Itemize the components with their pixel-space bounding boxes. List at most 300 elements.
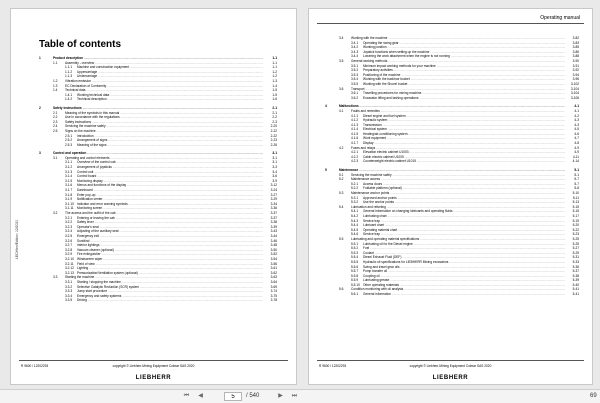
toc-entry-number: 3.1.3 [65,169,73,174]
toc-entry-title: Service trap ..... [363,219,565,224]
toc-entry-number: 4.1.1 [351,113,359,118]
toc-entry-number: 1.1.1 [65,65,73,70]
toc-entry-number: 4.1.7 [351,141,359,146]
toc-entry-page: 3-9 [272,178,277,183]
toc-entry-title: Monitoring screen ..... [77,206,263,211]
toc-entry-title: Monitoring display ..... [77,179,263,184]
toc-entry-number: 5.2.2 [351,186,359,191]
toc-entry-number: 5.5.8 [351,273,359,278]
toc-entry-page: 3-61 [270,266,277,271]
toc-entry-title: Undercarriage ..... [77,74,263,79]
toc-entry-page: 5-31 [572,255,579,260]
toc-entry-title: Service trap ..... [363,232,565,237]
toc-entry-page: 3-6 [272,174,277,179]
toc-entry-title: Lubricating oil for the Diesel engine ..... [363,242,565,247]
toc-entry-page: 4-1 [574,108,579,113]
toc-entry-title: Working with the machine ..... [351,36,565,41]
toc-entry-title: Positioning of the machine ..... [363,73,565,78]
toc-entry-page: 4-11 [572,154,579,159]
toc-entry[interactable] [39,298,277,303]
toc-entry-number: 5.4.2 [351,213,359,218]
toc-entry-number: 5.4.5 [351,227,359,232]
toc-entry-number: 2.4 [53,124,58,129]
toc-entry-number: 4.1.5 [351,131,359,136]
toc-entry-page: 4-7 [574,136,579,141]
toc-entry-page: 1-1 [272,56,277,60]
toc-entry-title: Condition monitoring with oil analysis ..... [351,287,565,292]
copyright-text: copyright © Liebherr-Mining Equipment Colmar SAS 2020 [409,364,492,368]
toc-entry-title: Approved anchor points ..... [363,196,565,201]
toc-entry-page: 5-15 [572,209,579,214]
toc-entry[interactable] [39,143,277,148]
toc-entry-page: 1-6 [272,97,277,102]
toc-entry-title: Emergency exit ..... [77,234,263,239]
toc-entry-number: 3.3.4 [65,293,73,298]
header-divider [317,23,584,24]
toc-entry-number: 3.1.10 [65,201,74,206]
toc-entry-title: Lighting ..... [77,266,263,271]
toc-entry-title: Pressurization/Ventilation system (optional) ..... [77,271,263,276]
toc-entry-number: 1.4 [53,88,58,93]
toc-entry-title: Product description ..... [53,56,263,61]
toc-entry-number: 3.5 [339,58,344,63]
toc-entry-page: 3-83 [572,40,579,45]
toc-entry-number: 3.2.10 [65,256,74,261]
toc-entry-title: Dashboard ..... [77,188,263,193]
toc-entry-title: Diesel engine and fuel system ..... [363,114,565,119]
toc-entry-title: Preparatory activities ..... [363,68,565,73]
toc-entry-number: 4.1.4 [351,127,359,132]
toc-entry-title: Lubricating and operating material specifications ..... [351,237,565,242]
toc-entry-title: The access and the outfit of the cab ..... [65,211,263,216]
toc-entry-number: 4.1.6 [351,136,359,141]
toc-entry-title: Enter pop-up ..... [77,193,263,198]
brand-logo: LIEBHERR [135,375,172,381]
toc-entry-page: 3-62 [270,270,277,275]
toc-entry-title: Faults and remedies ..... [351,109,565,114]
toc-entry-page: 1-4 [272,83,277,88]
toc-entry-title: Operator's seat ..... [77,225,263,230]
toc-entry-number: 3.3.5 [65,298,73,303]
toc-entry-title: Working position ..... [363,45,565,50]
toc-entry-number: 4.1.2 [351,118,359,123]
toc-entry-title: Lubricating grease ..... [363,278,565,283]
toc-entry-number: 5.3 [339,191,344,195]
toc-entry-page: 5-10 [572,191,579,195]
toc-entry-page: 1-1 [272,60,277,65]
toc-entry-title: Safety instructions ..... [53,106,263,111]
toc-entry-number: 5.5.9 [351,278,359,283]
toc-entry-number: 3.3.3 [65,289,73,294]
last-page-icon[interactable]: ⏭ [291,393,298,399]
toc-entry-number: 4.2.2 [351,154,359,159]
toc-entry-title: Lubricant chart ..... [363,223,565,228]
page-title: Table of contents [39,39,122,50]
toc-entry-number: 3.2.8 [65,247,73,252]
toc-entry-title: Heating/air-conditioning system ..... [363,132,565,137]
toc-entry-page: 5-1 [574,168,579,173]
toc-entry-number: 4.2.1 [351,150,359,155]
toc-entry-page: 2-1 [272,110,277,115]
toc-entry-number: 1.1 [53,60,58,65]
toc-entry-number: 3.4.1 [351,40,359,45]
toc-entry-number: 3.1.1 [65,160,73,165]
toc-entry-number: 5.5.5 [351,259,359,264]
document-code: R 9600 / 12202293 [21,364,49,368]
toc-entry-title: Use the anchor points ..... [363,200,565,205]
toc-entry-title: Other operating materials ..... [363,283,565,288]
toc-entry-title: Starting the machine ..... [65,275,263,280]
toc-entry[interactable] [39,97,277,102]
toc-entry-number: 3.1.8 [65,192,73,197]
toc-entry-title: Swing and travel gear oils ..... [363,265,565,270]
toc-entry-page: 3-50 [270,247,277,252]
toc-entry-number: 5.5.3 [351,250,359,255]
copyright-text: copyright © Liebherr-Mining Equipment Colmar SAS 2020 [112,364,195,368]
toc-entry-page: 5-29 [572,250,579,255]
toc-entry-page: 3-48 [270,243,277,248]
toc-entry-title: Pump transfer oil ..... [363,269,565,274]
toc-entry-number: 3.2.1 [65,215,73,220]
edition-note: LECH/en/Edition: 12/2020 [15,219,19,259]
toc-entry-number: 3.2.11 [65,261,74,266]
toc-entry-title: Travelling procedures for mining machine ..... [363,91,565,96]
toc-entry-number: 2.5.1 [65,133,73,138]
toc-entry-title: Maintenance anchor points ..... [351,191,565,196]
toc-entry-number: 1.2 [53,78,58,83]
next-page-icon[interactable]: ▶ [278,393,283,399]
toc-entry[interactable] [325,159,579,164]
toc-entry-title: Maintenance access ..... [351,177,565,182]
toc-entry-title: Elevation electric cabinet U1003 ..... [363,150,565,155]
toc-entry-number: 5.1 [339,172,344,177]
toc-entry-title: Fire extinguisher ..... [77,252,263,257]
toc-entry-title: Operating material chart ..... [363,228,565,233]
toc-entry-title: Work equipment ..... [363,136,565,141]
toc-entry-number: 5.2.1 [351,181,359,186]
toc-entry-title: Jump start procedure ..... [77,289,263,294]
toc-entry-title: Joystick functions when setting up the machine ..... [363,50,565,55]
toc-entry-number: 3.1.5 [65,178,73,183]
toc-entry-number: 2.3 [53,119,58,124]
toc-entry-title: EC Declaration of Conformity ..... [65,84,263,89]
page-number-input[interactable] [224,392,242,401]
document-page-left [10,8,297,385]
toc-entry-page: 5-23 [572,232,579,237]
toc-entry-title: General information ..... [363,292,565,297]
toc-entry-number: 3.1.11 [65,206,74,211]
toc-entry-title: Technical data ..... [65,88,263,93]
toc-entry-page: 3-37 [270,215,277,220]
toc-entry-title: Excavator lifting and lashing operations ..... [363,96,565,101]
toc-entry-page: 3-63 [270,275,277,280]
toc-entry-title: Access doors ..... [363,182,565,187]
toc-entry-page: 3-44 [270,233,277,238]
toc-entry-number: 5.4 [339,204,344,209]
toc-entry-page: 5-7 [574,177,579,182]
toc-entry-title: Lubrication and refueling ..... [351,205,565,210]
first-page-icon[interactable]: ⏮ [183,393,190,399]
toc-entry-title: Safety lever ..... [77,220,263,225]
toc-entry-page: 4-1 [574,104,579,109]
toc-entry-page: 4-3 [574,122,579,127]
toc-entry-title: Notification center ..... [77,197,263,202]
toc-entry-title: Working technical data ..... [77,93,263,98]
toc-entry-number: 3.2.3 [65,224,73,229]
toc-entry-title: Vacuum cleaner (optional) ..... [77,248,263,253]
toc-entry-title: Interior lightings ..... [77,243,263,248]
toc-entry-page: 5-36 [572,264,579,269]
toc-entry-number: 5.4.3 [351,218,359,223]
toc-entry-number: 3.4.4 [351,54,359,59]
toc-entry-number: 2 [39,105,41,110]
toc-entry-page: 2-23 [270,138,277,143]
toc-entry-page: 5-33 [572,259,579,264]
toc-entry-number: 1.4.1 [65,92,73,97]
toc-entry-page: 3-88 [572,54,579,59]
toc-entry-title: Machine and construction equipment ..... [77,65,263,70]
toc-entry-number: 3.5.1 [351,63,359,68]
toc-entry-title: Hydraulic system ..... [363,118,565,123]
toc-entry-number: 5.4.4 [351,223,359,228]
toc-entry-page: 3-96 [572,77,579,82]
viewer-toolbar [0,389,600,403]
toc-entry-page: 3-43 [270,229,277,234]
toc-entry-number: 5.5.2 [351,246,359,251]
toc-entry-number: 3.3 [53,275,58,280]
document-page-right [308,8,593,385]
toc-entry-page: 5-41 [572,287,579,292]
toc-entry-title: Coolant ..... [363,251,565,256]
toc-entry-title: Control unit ..... [77,170,263,175]
toc-entry-number: 3.1.7 [65,188,73,193]
toc-entry-page: 5-11 [572,195,579,200]
toc-entry-number: 5.6 [339,287,344,292]
toc-entry-page: 5-8 [574,186,579,191]
toc-entry-page: 3-69 [270,284,277,289]
toc-entry-number: 3 [39,151,41,156]
toc-entry-page: 5-27 [572,246,579,251]
previous-page-icon[interactable]: ◀ [198,393,203,399]
toc-entry-title: Malfunctions ..... [339,104,565,109]
document-code: R 9600 / 12202293 [319,364,347,368]
toc-entry-number: 3.2.9 [65,252,73,257]
toc-entry-page: 5-37 [572,269,579,274]
toc-entry-title: Lowering the work attachment when the engine is not running ..... [363,54,565,59]
toc-entry-number: 3.4.2 [351,45,359,50]
toc-entry-number: 2.5.2 [65,138,73,143]
toc-entry-page: 3-1 [272,155,277,160]
toc-entry-title: Uppercarriage ..... [77,70,263,75]
toc-entry-number: 2.5 [53,128,58,133]
toc-entry-page: 2-22 [270,128,277,133]
toc-entry-title: Control board ..... [77,174,263,179]
toc-entry-page: 3-46 [270,238,277,243]
toc-entry-page: 4-14 [572,159,579,164]
toc-entry-page: 5-20 [572,223,579,228]
toc-entry-number: 5.5.6 [351,264,359,269]
toc-entry-page: 3-94 [572,72,579,77]
toc-entry-page: 3-106 [570,95,579,100]
toc-entry-page: 1-1 [272,65,277,70]
toc-entry-title: Sunblind ..... [77,239,263,244]
toc-entry-page: 3-56 [270,261,277,266]
toc-entry-number: 3.3.2 [65,284,73,289]
toc-entry-title: Safety instructions ..... [65,120,263,125]
toc-entry-title: Windscreen wiper ..... [77,257,263,262]
toc-entry-page: 3-82 [572,36,579,40]
toc-entry-number: 5.3.2 [351,200,359,205]
toc-entry-page: 3-90 [572,58,579,63]
toc-entry-title: Working with the backhoe bucket ..... [363,77,565,82]
toc-entry-page: 3-102 [570,81,579,86]
toc-entry-page: 5-40 [572,282,579,287]
toc-entry-page: 5-39 [572,278,579,283]
toc-entry-title: Cabin electric cabinet U1005 ..... [363,155,565,160]
toc-entry-page: 3-24 [270,188,277,193]
toc-entry-number: 5.5 [339,236,344,241]
total-pages-label: / 540 [246,393,260,399]
toc-entry-number: 3.2.5 [65,233,73,238]
toc-entry-title: Selective Catalytic Reduction (SCR) system ..... [77,285,263,290]
toc-entry-page: 4-9 [574,150,579,155]
toc-entry-title: Coupling oil ..... [363,274,565,279]
toc-entry-page: 3-64 [270,279,277,284]
toc-entry-title: General working methods ..... [351,59,565,64]
toc-entry-title: Servicing the machine safely ..... [65,124,263,129]
toc-entry-page: 3-39 [270,224,277,229]
toc-entry-title: Adjusting of the auxiliary seat ..... [77,229,263,234]
toc-entry-page: 1-3 [272,78,277,83]
toc-entry-title: Signs on the machine ..... [65,129,263,134]
toc-entry-title: Arrangement of signs ..... [77,138,263,143]
toc-entry-title: Fuel ..... [363,246,565,251]
toc-entry-number: 5 [325,168,327,173]
toc-entry-number: 3.2 [53,211,58,215]
toc-entry-number: 3.2.13 [65,270,74,275]
brand-logo: LIEBHERR [432,375,469,381]
toc-entry-title: Minimum impact working methods for your machine ..... [363,64,565,69]
toc-entry[interactable] [325,292,579,297]
toc-entry-number: 3.4.3 [351,49,359,54]
toc-entry-title: Working with the Shovel bucket ..... [363,82,565,87]
toc-entry-number: 1.4.2 [65,97,73,102]
page-footer [19,360,288,372]
toc-entry-page: 4-6 [574,131,579,136]
toc-entry-page: 5-22 [572,227,579,232]
toc-entry-title: Menus and functions of the display ..... [77,183,263,188]
toc-entry-number: 2.2 [53,115,58,120]
toc-entry-number: 5.5.4 [351,255,359,260]
toc-entry-number: 3.5.5 [351,81,359,86]
toc-entry-number: 3.2.2 [65,220,73,225]
toc-entry-page: 3-1 [272,151,277,156]
toc-entry-number: 1 [39,56,41,60]
toc-entry-number: 3.2.7 [65,243,73,248]
toc-entry-page: 3-52 [270,252,277,257]
toc-entry-page: 5-25 [572,241,579,246]
toc-entry-number: 3.1.9 [65,197,73,202]
toc-entry-page: 5-17 [572,213,579,218]
toc-entry-page: 4-5 [574,127,579,132]
toc-entry-title: Arrangement of joysticks ..... [77,165,263,170]
toc-entry-page: 3-86 [572,49,579,54]
toc-entry-page: 4-8 [574,141,579,146]
toc-entry-number: 1.3 [53,83,58,88]
toc-entry-page: 1-5 [272,88,277,93]
toc-entry-page: 1-2 [272,74,277,79]
toc-entry-title: Meaning of the signs ..... [77,143,263,148]
toc-entry-page: 3-91 [572,63,579,68]
toc-entry-page: 3-85 [572,45,579,50]
toc-entry-title: Foldable platform (optional) ..... [363,186,565,191]
toc-entry-number: 3.6 [339,86,344,91]
toc-entry-number: 3.2.12 [65,266,74,271]
toc-entry-title: General information on changing lubricants and operating fluids ..... [363,209,565,214]
toc-entry-title: Servicing the machine safely ..... [351,173,565,178]
toc-entry-number: 5.4.1 [351,209,359,214]
toc-entry-page: 2-22 [270,133,277,138]
toc-entry-number: 3.5.2 [351,68,359,73]
toc-entry-title: Vibration emission ..... [65,79,263,84]
toc-entry-number: 3.1 [53,155,58,160]
toc-entry-number: 3.2.4 [65,229,73,234]
toc-entry-page: 3-38 [270,220,277,225]
toc-entry-page: 5-41 [572,292,579,297]
toc-entry-number: 5.3.1 [351,195,359,200]
toc-entry-number: 3.6.2 [351,95,359,100]
toc-entry-title: Hydraulic oil specifications for LIEBHERR Mining excavators ..... [363,260,565,265]
toc-entry-page: 3-78 [270,298,277,303]
toc-entry-number: 3.1.2 [65,165,73,170]
toc-entry-page: 2-26 [270,142,277,147]
toc-entry-title: Fuses and relays ..... [351,146,565,151]
page-footer [317,360,584,372]
toc-entry-number: 5.5.1 [351,241,359,246]
toc-entry-page: 5-7 [574,181,579,186]
toc-entry-number: 1.1.2 [65,69,73,74]
zoom-level[interactable]: 69 [590,393,597,399]
toc-entry-number: 2.5.3 [65,142,73,147]
toc-entry-title: Driving ..... [77,298,263,303]
table-of-contents [325,36,579,297]
toc-entry-number: 3.4 [339,36,344,40]
toc-entry-number: 3.3.1 [65,279,73,284]
toc-entry-number: 4.1 [339,108,344,113]
toc-entry-page: 4-9 [574,145,579,150]
toc-entry-number: 5.2 [339,177,344,182]
toc-entry-page: 2-2 [272,115,277,120]
toc-entry-title: Operating and control elements ..... [65,156,263,161]
table-of-contents [39,56,277,303]
toc-entry-page: 3-1 [272,160,277,165]
toc-entry-page: 3-92 [572,68,579,73]
toc-entry-page: 3-34 [270,201,277,206]
toc-entry-title: Counterweight electric cabinet U1015 ..... [363,159,565,164]
toc-entry-number: 3.6.1 [351,91,359,96]
toc-entry-title: Indicator and error warning symbols ..... [77,202,263,207]
toc-entry[interactable] [325,96,579,101]
toc-entry-page: 3-36 [270,206,277,211]
toc-entry-page: 3-29 [270,197,277,202]
toc-entry-number: 3.5.4 [351,77,359,82]
toc-entry-title: Introduction ..... [77,134,263,139]
toc-entry-title: Use in accordance with the regulations ..... [65,115,263,120]
toc-entry-number: 3.5.3 [351,72,359,77]
toc-entry-title: Overview of the control cab ..... [77,160,263,165]
toc-entry-page: 3-12 [270,183,277,188]
toc-entry-title: Emergency and safety systems ..... [77,294,263,299]
